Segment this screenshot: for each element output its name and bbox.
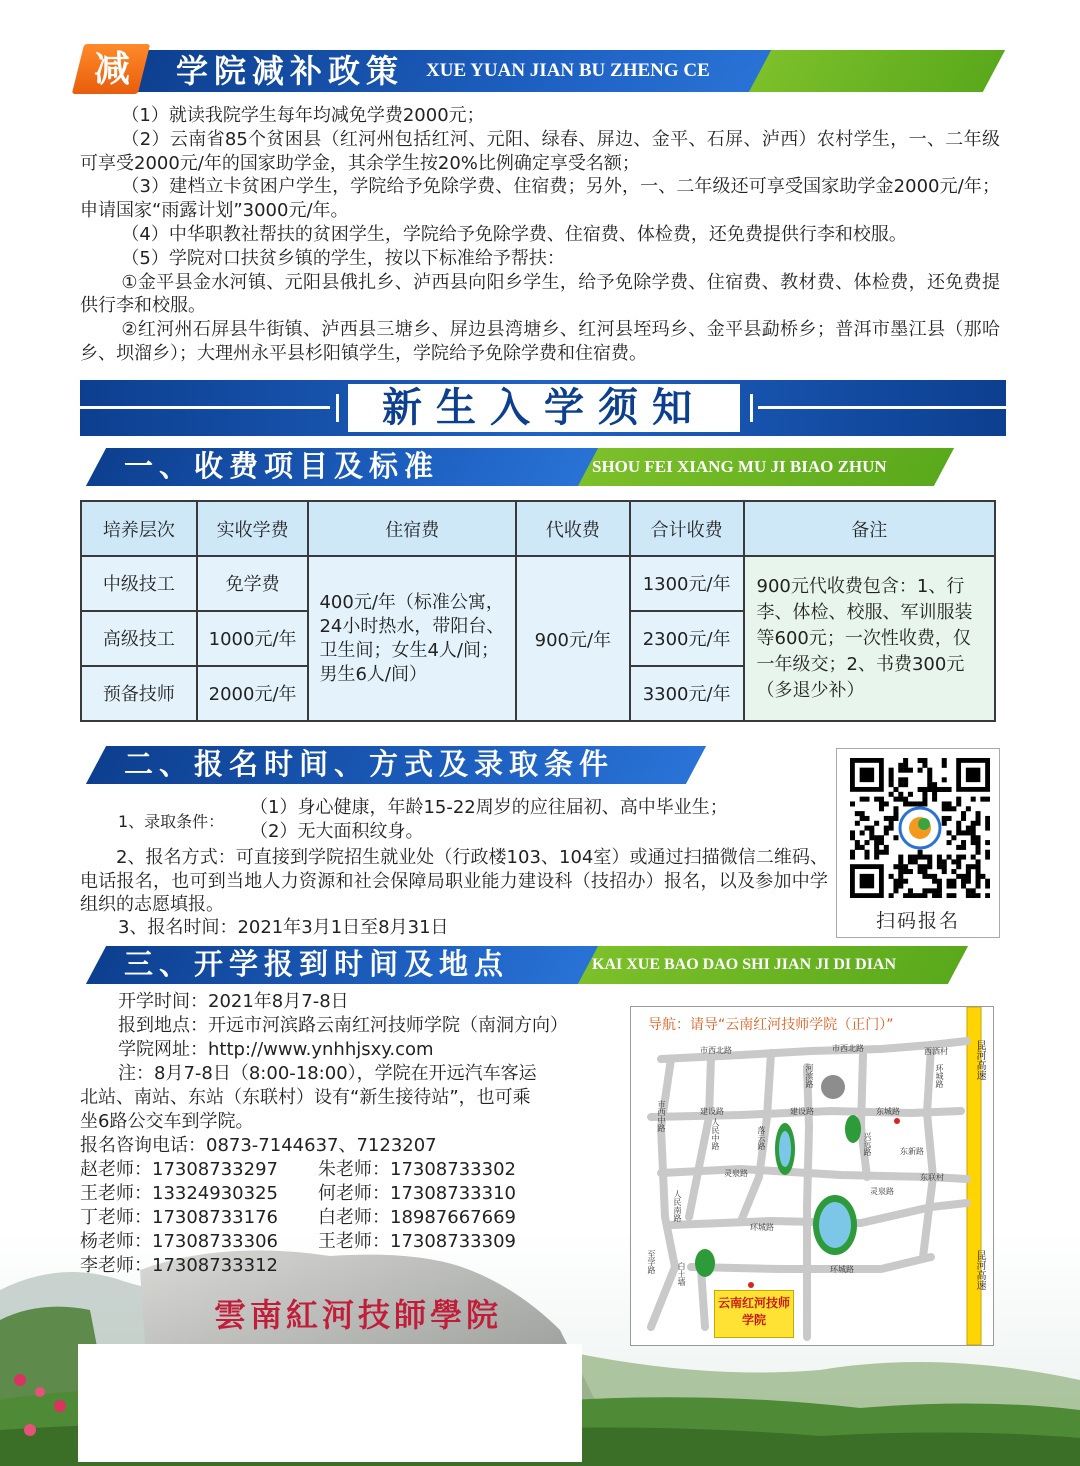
fee-table-header — [81, 501, 995, 556]
map-road-label: 河滨路 — [805, 1064, 814, 1088]
teacher-contact: 白老师：18987667669 — [318, 1207, 516, 1228]
note-cell: 900元代收费包含：1、行李、体检、校服、军训服装等600元；一次性收费，仅一年级交；2、书费300元（多退少补） — [744, 556, 995, 721]
teacher-contact: 王老师：13324930325 — [80, 1183, 278, 1204]
map-road-label: 环城路 — [750, 1223, 774, 1232]
total-cell: 1300元/年 — [630, 556, 744, 611]
section2-title: 二、报名时间、方式及录取条件 — [124, 747, 615, 781]
notice-line-right — [758, 406, 1006, 409]
notice-line-left — [80, 406, 330, 409]
map-road-label: 环城路 — [935, 1064, 944, 1088]
policy-item-6: ①金平县金水河镇、元阳县俄扎乡、泸西县向阳乡学生，给予免除学费、住宿费、教材费、体检费，还免费提供行李和校服。 — [80, 271, 1000, 317]
section3-title: 三、开学报到时间及地点 — [124, 947, 510, 981]
map-road-label: 东新路 — [900, 1147, 924, 1156]
policy-banner-green — [749, 50, 1005, 92]
header-total: 合计收费 — [630, 501, 744, 556]
map-road-label: 至学路 — [647, 1250, 656, 1274]
stone-inscription: 雲南紅河技師學院 — [214, 1296, 503, 1334]
header-tuition: 实收学费 — [197, 501, 309, 556]
qr-label: 扫码报名 — [875, 910, 960, 932]
map-highway-label: 昆河高速 — [974, 1250, 985, 1290]
admission-label: 1、录取条件： — [118, 812, 225, 831]
map-road-label: 西酒村 — [924, 1047, 948, 1056]
header-agency: 代收费 — [516, 501, 630, 556]
header-dorm: 住宿费 — [308, 501, 516, 556]
policy-item-5: （5）学院对口扶贫乡镇的学生，按以下标准给予帮扶： — [121, 247, 565, 269]
level-cell: 预备技师 — [81, 666, 197, 721]
website[interactable]: 学院网址：http://www.ynhhjsxy.com — [118, 1039, 434, 1060]
header-level: 培养层次 — [81, 501, 197, 556]
registration-method: 2、报名方式：可直接到学院招生就业处（行政楼103、104室）或通过扫描微信二维码、电话报名，也可到当地人力资源和社会保障局职业能力建设科（技招办）报名，以及参加中学组织的志愿填报。 — [80, 847, 828, 915]
map-road-label: 人民中路 — [711, 1118, 720, 1150]
notice-title: 新生入学须知 — [382, 384, 706, 431]
blank-panel — [78, 1344, 582, 1462]
map-road-label: 建设路 — [700, 1107, 724, 1116]
header-note: 备注 — [744, 501, 995, 556]
hotline: 报名咨询电话：0873-7144637、7123207 — [80, 1135, 437, 1156]
map-road-label: 灵泉路 — [870, 1187, 894, 1196]
total-cell: 2300元/年 — [630, 611, 744, 666]
map-road-label: 市西北路 — [832, 1044, 864, 1053]
tuition-cell: 免学费 — [197, 556, 309, 611]
map-road-label: 建设路 — [790, 1107, 814, 1116]
policy-item-7: ②红河州石屏县牛街镇、泸西县三塘乡、屏边县湾塘乡、红河县垤玛乡、金平县勐桥乡；普洱市墨江县（那哈乡、坝溜乡）；大理州永平县杉阳镇学生，学院给予免除学费和住宿费。 — [80, 319, 1000, 364]
map-school-label: 云南红河技师学院 — [717, 1296, 790, 1327]
teacher-contact: 朱老师：17308733302 — [318, 1159, 516, 1180]
tuition-cell: 1000元/年 — [197, 611, 309, 666]
registration-time: 3、报名时间：2021年3月1日至8月31日 — [118, 917, 449, 938]
notice-tick-right — [750, 394, 753, 422]
policy-title: 学院减补政策 — [176, 52, 405, 90]
map-road-label: 白土墙 — [677, 1262, 686, 1286]
teacher-contact: 何老师：17308733310 — [318, 1183, 516, 1204]
level-cell: 高级技工 — [81, 611, 197, 666]
map-road-label: 落云路 — [757, 1126, 766, 1150]
teacher-contact: 杨老师：17308733306 — [80, 1231, 278, 1252]
map-road-label: 东城路 — [876, 1107, 900, 1116]
total-cell: 3300元/年 — [630, 666, 744, 721]
policy-badge-text: 减 — [93, 48, 130, 90]
table-row — [81, 556, 995, 611]
check-in-place: 报到地点：开远市河滨路云南红河技师学院（南洞方向） — [118, 1015, 568, 1036]
policy-item-3: （3）建档立卡贫困户学生，学院给予免除学费、住宿费；另外，一、二年级还可享受国家助学金2000元/年；申请国家“雨露计划”3000元/年。 — [80, 176, 1000, 222]
note-line-2: 北站、南站、东站（东联村）设有“新生接待站”，也可乘 — [80, 1087, 531, 1108]
map-road-label: 环城路 — [830, 1265, 854, 1274]
section1-title-en: SHOU FEI XIANG MU JI BIAO ZHUN — [592, 457, 887, 476]
map-road-label: 东联村 — [920, 1173, 944, 1182]
tuition-cell: 2000元/年 — [197, 666, 309, 721]
policy-title-en: XUE YUAN JIAN BU ZHENG CE — [426, 60, 710, 81]
policy-text — [80, 104, 1000, 366]
map-road-label: 市西北路 — [700, 1046, 732, 1055]
note-line-3: 坐6路公交车到学院。 — [80, 1111, 254, 1132]
policy-item-2: （2）云南省85个贫困县（红河州包括红河、元阳、绿春、屏边、金平、石屏、泸西）农村学生，一、二年级可享受2000元/年的国家助学金，其余学生按20%比例确定享受名额； — [80, 128, 1000, 174]
admission-item-1: （1）身心健康，年龄15-22周岁的应往届初、高中毕业生； — [250, 797, 728, 818]
map-navigation-hint: 导航：请导“云南红河技师学院（正门）” — [648, 1017, 894, 1033]
teacher-contact: 丁老师：17308733176 — [80, 1207, 278, 1228]
qr-code-icon[interactable] — [850, 758, 990, 898]
start-time: 开学时间：2021年8月7-8日 — [118, 991, 349, 1012]
admission-item-2: （2）无大面积纹身。 — [250, 821, 424, 842]
level-cell: 中级技工 — [81, 556, 197, 611]
note-line-1: 注：8月7-8日（8:00-18:00），学院在开远汽车客运 — [118, 1063, 537, 1084]
teacher-contact: 王老师：17308733309 — [318, 1231, 516, 1252]
teacher-contact: 李老师：17308733312 — [80, 1255, 278, 1276]
notice-tick-left — [336, 394, 339, 422]
agency-cell: 900元/年 — [516, 556, 630, 721]
teacher-contact: 赵老师：17308733297 — [80, 1159, 278, 1180]
section3-title-en: KAI XUE BAO DAO SHI JIAN JI DI DIAN — [592, 956, 897, 973]
fee-table — [80, 500, 996, 722]
policy-item-1: （1）就读我院学生每年均减免学费2000元； — [121, 105, 485, 126]
section1-title: 一、收费项目及标准 — [124, 449, 440, 483]
map-highway-label: 昆河高速 — [974, 1040, 985, 1080]
map-road-label: 灵泉路 — [724, 1169, 748, 1178]
policy-item-4: （4）中华职教社帮扶的贫困学生，学院给予免除学费、住宿费、体检费，还免费提供行李和校服。 — [121, 223, 907, 245]
map-road-label: 人民南路 — [673, 1190, 682, 1222]
map-road-label: 市西中路 — [657, 1100, 666, 1132]
map-road-label: 兴远路 — [863, 1132, 872, 1156]
dorm-cell: 400元/年（标准公寓，24小时热水，带阳台、卫生间；女生4人/间；男生6人/间） — [308, 556, 516, 721]
